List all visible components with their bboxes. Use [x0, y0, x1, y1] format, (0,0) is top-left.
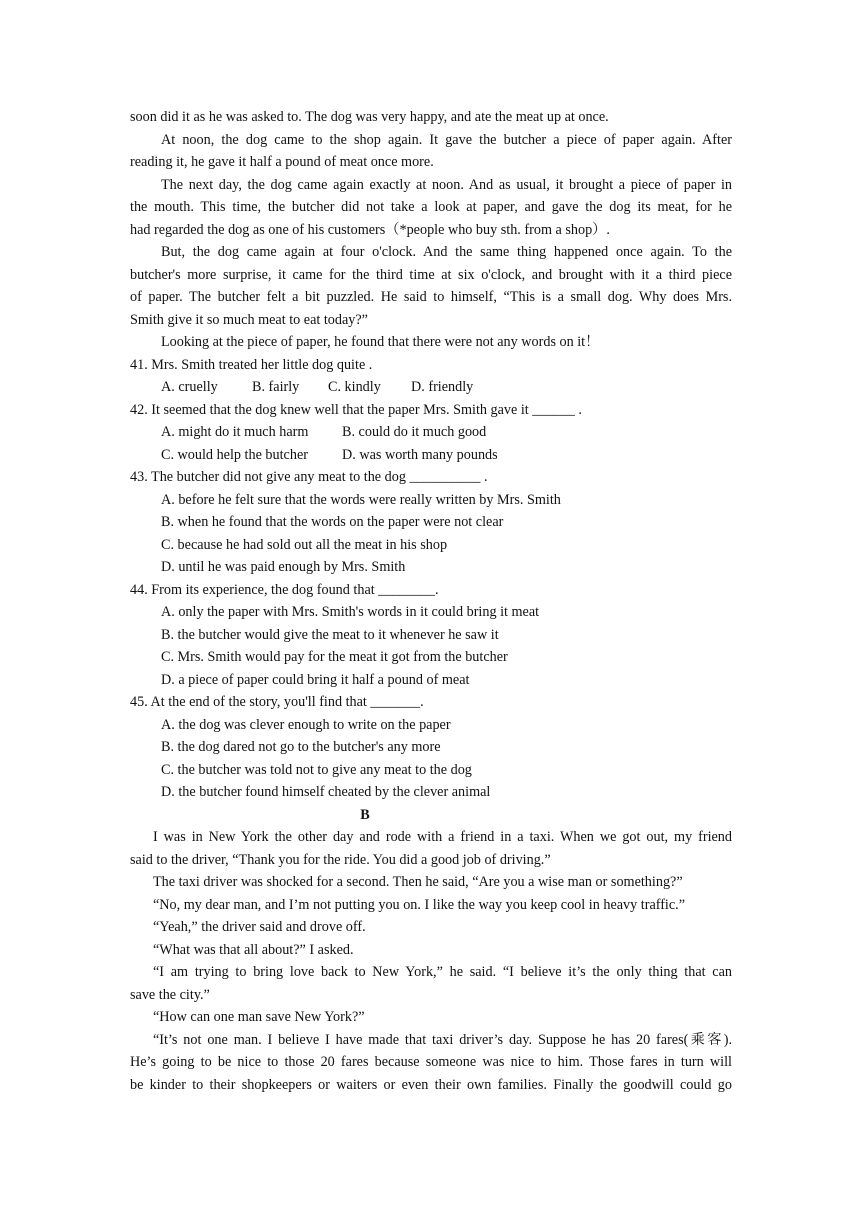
answer-option[interactable]: A. cruelly	[161, 379, 218, 395]
answer-option[interactable]: D. friendly	[411, 379, 474, 395]
paragraph-line: “Yeah,” the driver said and drove off.	[153, 919, 366, 935]
question-stem: 41. Mrs. Smith treated her little dog quite .	[130, 356, 373, 373]
answer-option[interactable]: C. because he had sold out all the meat in his shop	[161, 536, 448, 553]
paragraph-line: “How can one man save New York?”	[153, 1009, 365, 1025]
answer-option[interactable]: B. the butcher would give the meat to it whenever he saw it	[161, 626, 499, 643]
paragraph-line: had regarded the dog as one of his customers（*people who buy sth. from a shop）.	[130, 221, 610, 238]
paragraph-line: I was in New York the other day and rode with a friend in a taxi. When we got out, my friend	[153, 829, 732, 845]
answer-option[interactable]: C. the butcher was told not to give any meat to the dog	[161, 761, 472, 778]
paragraph-line: “I am trying to bring love back to New York,” he said. “I believe it’s the only thing that can	[153, 964, 732, 980]
paragraph-line: save the city.”	[130, 986, 210, 1003]
answer-option[interactable]: D. the butcher found himself cheated by the clever animal	[161, 784, 491, 800]
paragraph-line: “What was that all about?” I asked.	[153, 941, 354, 958]
answer-option[interactable]: C. kindly	[328, 379, 381, 395]
paragraph-line: But, the dog came again at four o'clock. And the same thing happened once again. To the	[161, 244, 732, 260]
paragraph-line: of paper. The butcher felt a bit puzzled. He said to himself, “This is a small dog. Why does Mrs.	[130, 289, 732, 305]
answer-option[interactable]: D. was worth many pounds	[342, 446, 498, 463]
answer-option[interactable]: C. Mrs. Smith would pay for the meat it got from the butcher	[161, 649, 508, 665]
answer-option[interactable]: B. when he found that the words on the paper were not clear	[161, 514, 504, 530]
answer-option[interactable]: B. the dog dared not go to the butcher's any more	[161, 739, 441, 755]
answer-option[interactable]: D. until he was paid enough by Mrs. Smith	[161, 559, 406, 575]
section-heading: B	[360, 806, 370, 823]
paragraph-line: butcher's more surprise, it came for the third time at six o'clock, and brought with it a third piece	[130, 266, 732, 283]
answer-option[interactable]: A. the dog was clever enough to write on the paper	[161, 716, 451, 733]
answer-option[interactable]: A. before he felt sure that the words were really written by Mrs. Smith	[161, 491, 561, 508]
answer-option[interactable]: A. might do it much harm	[161, 424, 309, 440]
paragraph-line: soon did it as he was asked to. The dog was very happy, and ate the meat up at once.	[130, 109, 609, 125]
answer-option[interactable]: C. would help the butcher	[161, 446, 308, 463]
answer-option[interactable]: A. only the paper with Mrs. Smith's words in it could bring it meat	[161, 604, 540, 620]
paragraph-line: At noon, the dog came to the shop again. It gave the butcher a piece of paper again. After	[161, 131, 732, 148]
paragraph-line: Smith give it so much meat to eat today?”	[130, 311, 368, 328]
paragraph-line: The taxi driver was shocked for a second. Then he said, “Are you a wise man or something?”	[153, 874, 683, 890]
paragraph-line: He’s going to be nice to those 20 fares because someone was nice to him. Those fares in turn will	[130, 1054, 732, 1070]
answer-option[interactable]: D. a piece of paper could bring it half a pound of meat	[161, 671, 470, 688]
paragraph-line: “It’s not one man. I believe I have made that taxi driver’s day. Suppose he has 20 fares(乘客).	[153, 1031, 732, 1048]
answer-option[interactable]: B. could do it much good	[342, 424, 487, 440]
paragraph-line: “No, my dear man, and I’m not putting you on. I like the way you keep cool in heavy traffic.”	[153, 896, 686, 913]
question-stem: 44. From its experience, the dog found that ________.	[130, 581, 439, 598]
paragraph-line: the mouth. This time, the butcher did not take a look at paper, and gave the dog its meat, for he	[130, 199, 732, 215]
question-stem: 43. The butcher did not give any meat to the dog __________ .	[130, 469, 488, 485]
paragraph-line: The next day, the dog came again exactly at noon. And as usual, it brought a piece of paper in	[161, 176, 732, 193]
question-stem: 42. It seemed that the dog knew well that the paper Mrs. Smith gave it ______ .	[130, 401, 582, 418]
paragraph-line: Looking at the piece of paper, he found that there were not any words on it！	[161, 334, 600, 350]
answer-option[interactable]: B. fairly	[252, 379, 300, 395]
paragraph-line: reading it, he gave it half a pound of meat once more.	[130, 154, 434, 170]
paragraph-line: said to the driver, “Thank you for the ride. You did a good job of driving.”	[130, 851, 551, 868]
paragraph-line: be kinder to their shopkeepers or waiters or even their own families. Finally the goodwill could go	[130, 1076, 732, 1093]
question-stem: 45. At the end of the story, you'll find that _______.	[130, 694, 424, 710]
